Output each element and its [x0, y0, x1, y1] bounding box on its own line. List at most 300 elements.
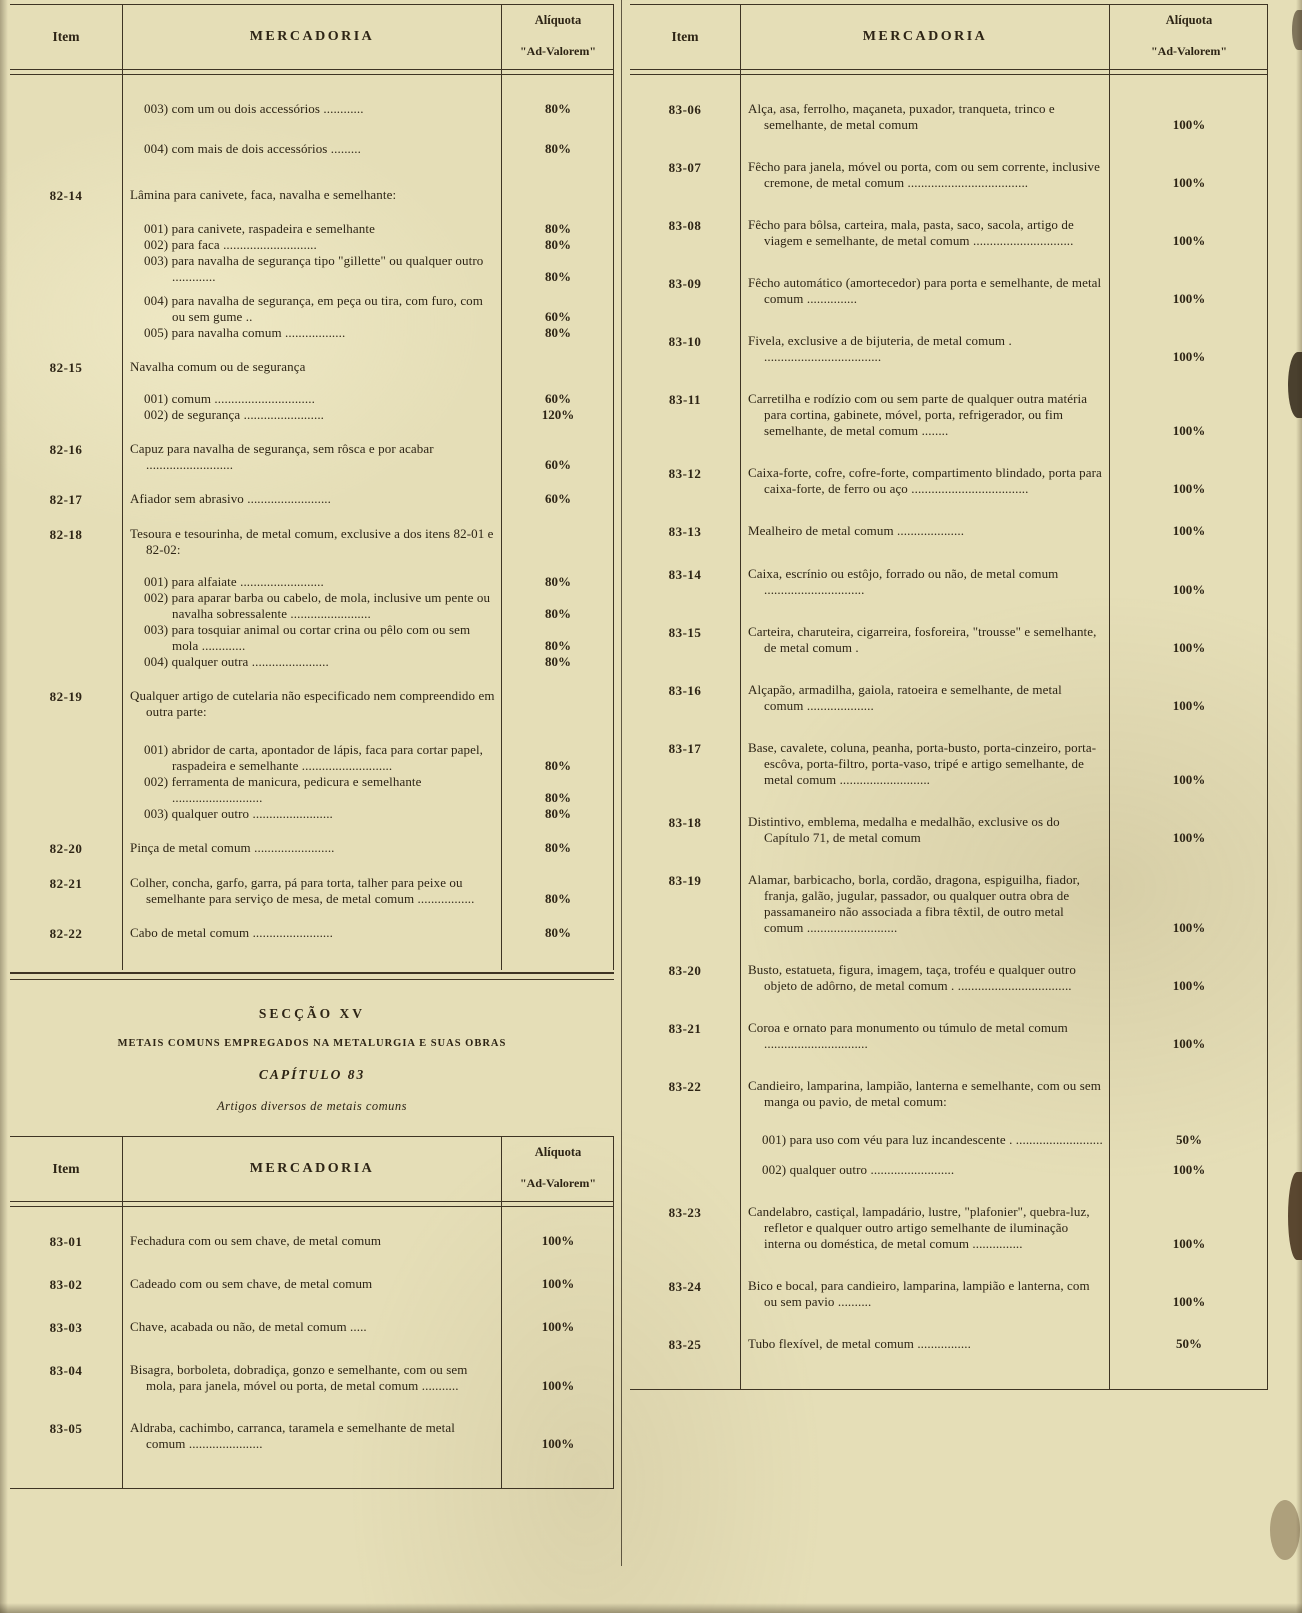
table-content [630, 5, 1268, 1389]
page-bottom-edge-shadow [0, 1603, 1302, 1613]
entry-body [740, 217, 1268, 249]
ad-valorem-rate: 100% [1172, 830, 1206, 845]
tariff-entry [630, 682, 1268, 714]
item-code: 83-13 [668, 524, 702, 539]
merchandise-description: Alamar, barbicacho, borla, cordão, dragona, espiguilha, fiador, franja, galão, jugular, passador, ou qualquer outra obra de passamaneiro não associada a fibra têxtil, de outro metal comum ........................... [748, 872, 1080, 935]
entry-line [740, 523, 1268, 539]
entry-body [122, 491, 614, 508]
merchandise-description: Base, cavalete, coluna, peanha, porta-busto, porta-cinzeiro, porta-escôva, porta-filtro, porta-vaso, tripé e artigo semelhante, de metal comum ........................... [748, 740, 1097, 787]
table-right-rule [613, 1137, 614, 1488]
merchandise-description: Carteira, charuteira, cigarreira, fosforeira, "trousse" e semelhante, de metal comum . [748, 624, 1097, 655]
table-right-rule [1267, 5, 1268, 1389]
entry-line [122, 654, 614, 670]
ad-valorem-rate: 100% [541, 1378, 575, 1393]
merchandise-description: 002) qualquer outro ......................... [762, 1162, 955, 1177]
ad-valorem-rate: 80% [545, 654, 571, 669]
table-content [10, 1137, 614, 1488]
item-code: 82-20 [49, 841, 83, 856]
item-code: 83-17 [668, 741, 702, 756]
entry-line [740, 101, 1268, 133]
merchandise-description: Alçapão, armadilha, gaiola, ratoeira e semelhante, de metal comum .................... [748, 682, 1062, 713]
merchandise-description: Afiador sem abrasivo ......................... [130, 491, 332, 506]
entry-line [122, 526, 614, 558]
tariff-entry [630, 391, 1268, 439]
merchandise-description: Tubo flexível, de metal comum ................ [748, 1336, 971, 1351]
entry-line [122, 491, 614, 507]
ad-valorem-rate: 100% [1172, 349, 1206, 364]
ad-valorem-rate: 50% [1176, 1132, 1202, 1147]
ad-valorem-label: "Ad-Valorem" [520, 44, 596, 58]
tariff-entry [630, 1078, 1268, 1178]
merchandise-description: Fêcho para bôlsa, carteira, mala, pasta, saco, sacola, artigo de viagem e semelhante, de metal comum .............................. [748, 217, 1074, 248]
item-code: 83-06 [668, 102, 702, 117]
entry-body [740, 682, 1268, 714]
ad-valorem-rate: 100% [1172, 920, 1206, 935]
item-code: 82-21 [49, 876, 83, 891]
item-code: 83-02 [49, 1277, 83, 1292]
entry-line [122, 925, 614, 941]
table-header [10, 5, 614, 69]
entry-body [122, 1420, 614, 1452]
ad-valorem-rate: 80% [545, 237, 571, 252]
ad-valorem-rate: 120% [541, 407, 575, 422]
entry-line [740, 682, 1268, 714]
table-body [630, 75, 1268, 1389]
entry-line [122, 221, 614, 237]
column-header-aliquota [502, 5, 614, 69]
merchandise-description: 001) para alfaiate ......................... [144, 574, 324, 589]
entry-line [122, 187, 614, 203]
rate-column-rule [501, 1137, 502, 1488]
aliquota-label: Alíquota [1165, 13, 1213, 27]
entry-body [740, 740, 1268, 788]
merchandise-description: Carretilha e rodízio com ou sem parte de qualquer outra matéria para cortina, gabinete, móvel, porta, refrigerador, ou fim semelhante, de metal comum ........ [748, 391, 1088, 438]
entry-line [740, 814, 1268, 846]
ad-valorem-rate: 80% [545, 141, 571, 156]
entry-body [122, 101, 614, 157]
column-header-mercadoria: MERCADORIA [249, 29, 375, 44]
entry-line [740, 624, 1268, 656]
entry-line [122, 293, 614, 325]
entry-line [122, 391, 614, 407]
ad-valorem-label: "Ad-Valorem" [1151, 44, 1227, 58]
tariff-entry [10, 1233, 614, 1250]
entry-line [122, 1233, 614, 1249]
entry-line [740, 391, 1268, 439]
item-code: 83-16 [668, 683, 702, 698]
entry-body [122, 1319, 614, 1336]
entry-body [122, 359, 614, 423]
merchandise-description: Candelabro, castiçal, lampadário, lustre, "plafonier", quebra-luz, refletor e qualquer outro artigo semelhante de iluminação interna ou doméstica, de metal comum ............... [748, 1204, 1090, 1251]
merchandise-description: Aldraba, cachimbo, carranca, taramela e semelhante de metal comum ...................... [130, 1420, 455, 1451]
merchandise-description: Pinça de metal comum ........................ [130, 840, 335, 855]
item-code: 82-16 [49, 442, 83, 457]
merchandise-description: Distintivo, emblema, medalha e medalhão, exclusive os do Capítulo 71, de metal comum [748, 814, 1060, 845]
item-code: 82-14 [49, 188, 83, 203]
tariff-entry [10, 1362, 614, 1394]
section-scope: METAIS COMUNS EMPREGADOS NA METALURGIA E SUAS OBRAS [117, 1038, 507, 1049]
item-code: 83-18 [668, 815, 702, 830]
section-separator-rule [10, 972, 614, 980]
tariff-entry [10, 1319, 614, 1336]
column-header-aliquota [1110, 5, 1268, 69]
entry-body [740, 1020, 1268, 1052]
entry-line [122, 1276, 614, 1292]
tariff-entry [630, 814, 1268, 846]
page-edge-stain [1288, 1172, 1302, 1260]
left-column [10, 4, 614, 1489]
entry-line [122, 237, 614, 253]
item-code: 83-11 [668, 392, 702, 407]
entry-body [740, 962, 1268, 994]
tariff-entry [10, 491, 614, 508]
item-code: 82-17 [49, 492, 83, 507]
ad-valorem-rate: 100% [541, 1319, 575, 1334]
entry-body [740, 159, 1268, 191]
entry-body [740, 1336, 1268, 1353]
entry-body [740, 566, 1268, 598]
tariff-entry [630, 566, 1268, 598]
ad-valorem-rate: 100% [1172, 423, 1206, 438]
merchandise-description: 004) com mais de dois accessórios ......... [144, 141, 361, 156]
entry-line [740, 1020, 1268, 1052]
entry-line [122, 325, 614, 341]
ad-valorem-rate: 80% [545, 101, 571, 116]
chapter-description: Artigos diversos de metais comuns [216, 1099, 408, 1113]
ad-valorem-rate: 80% [545, 325, 571, 340]
ad-valorem-rate: 100% [1172, 772, 1206, 787]
table-body [10, 75, 614, 970]
tariff-entry [10, 1276, 614, 1293]
entry-body [740, 1278, 1268, 1310]
entry-body [122, 187, 614, 341]
tariff-entry [630, 101, 1268, 133]
tariff-entry [10, 526, 614, 670]
tariff-table-chapter-82 [10, 4, 614, 970]
aliquota-label: Alíquota [534, 1145, 582, 1159]
merchandise-description: Fechadura com ou sem chave, de metal comum [130, 1233, 382, 1248]
item-code [10, 101, 122, 157]
ad-valorem-rate: 100% [1172, 1036, 1206, 1051]
tariff-entry [630, 275, 1268, 307]
entry-line [122, 875, 614, 907]
tariff-entry [630, 624, 1268, 656]
merchandise-description: Qualquer artigo de cutelaria não especificado nem compreendido em outra parte: [130, 688, 495, 719]
ad-valorem-rate: 100% [1172, 1236, 1206, 1251]
ad-valorem-rate: 100% [541, 1233, 575, 1248]
entry-line [122, 101, 614, 117]
item-column-rule [740, 5, 741, 1389]
item-code: 83-09 [668, 276, 702, 291]
item-code: 83-22 [668, 1079, 702, 1094]
merchandise-description: Caixa, escrínio ou estôjo, forrado ou não, de metal comum .............................. [748, 566, 1059, 597]
merchandise-description: Fêcho automático (amortecedor) para porta e semelhante, de metal comum ............... [748, 275, 1102, 306]
entry-body [122, 1362, 614, 1394]
item-code: 83-20 [668, 963, 702, 978]
merchandise-description: Fêcho para janela, móvel ou porta, com ou sem corrente, inclusive cremone, de metal comum .................................... [748, 159, 1100, 190]
tariff-entry [630, 333, 1268, 365]
merchandise-description: Capuz para navalha de segurança, sem rôsca e por acabar .......................... [130, 441, 434, 472]
entry-line [740, 159, 1268, 191]
ad-valorem-rate: 80% [545, 758, 571, 773]
item-code: 83-23 [668, 1205, 702, 1220]
merchandise-description: Tesoura e tesourinha, de metal comum, exclusive a dos itens 82-01 e 82-02: [130, 526, 494, 557]
merchandise-description: 002) para faca ............................ [144, 237, 317, 252]
merchandise-description: Bisagra, borboleta, dobradiça, gonzo e semelhante, com ou sem mola, para janela, móvel ou porta, de metal comum ........... [130, 1362, 468, 1393]
tariff-entry [10, 1420, 614, 1452]
tariff-entry [630, 1278, 1268, 1310]
ad-valorem-rate: 80% [545, 638, 571, 653]
merchandise-description: 002) ferramenta de manicura, pedicura e semelhante ........................... [144, 774, 422, 805]
column-header-item: Item [671, 29, 699, 44]
tariff-entry [630, 1204, 1268, 1252]
merchandise-description: Bico e bocal, para candieiro, lamparina, lampião e lanterna, com ou sem pavio .......... [748, 1278, 1090, 1309]
ad-valorem-rate: 100% [1172, 175, 1206, 190]
tariff-entry [630, 872, 1268, 936]
entry-line [740, 962, 1268, 994]
merchandise-description: 001) para uso com véu para luz incandescente . .......................... [762, 1132, 1103, 1147]
ad-valorem-rate: 80% [545, 790, 571, 805]
tariff-table-chapter-83-part2 [630, 4, 1268, 1390]
entry-line [122, 441, 614, 473]
ad-valorem-rate: 60% [545, 457, 571, 472]
tariff-entry [630, 159, 1268, 191]
table-body [10, 1207, 614, 1488]
item-code: 83-14 [668, 567, 702, 582]
ad-valorem-rate: 80% [545, 574, 571, 589]
tariff-entry [10, 840, 614, 857]
table-right-rule [613, 5, 614, 970]
merchandise-description: Busto, estatueta, figura, imagem, taça, troféu e qualquer outro objeto de adôrno, de metal comum . .................................. [748, 962, 1076, 993]
tariff-entry [10, 359, 614, 423]
entry-line [122, 622, 614, 654]
merchandise-description: 001) para canivete, raspadeira e semelhante [144, 221, 375, 236]
item-code: 83-05 [49, 1421, 83, 1436]
ad-valorem-rate: 60% [545, 491, 571, 506]
ad-valorem-rate: 80% [545, 925, 571, 940]
ad-valorem-rate: 80% [545, 840, 571, 855]
ad-valorem-rate: 80% [545, 221, 571, 236]
ad-valorem-rate: 100% [1172, 640, 1206, 655]
ad-valorem-rate: 60% [545, 309, 571, 324]
entry-body [122, 840, 614, 857]
merchandise-description: Coroa e ornato para monumento ou túmulo de metal comum ............................... [748, 1020, 1068, 1051]
entry-line [740, 465, 1268, 497]
entry-line [740, 1204, 1268, 1252]
ad-valorem-rate: 100% [1172, 523, 1206, 538]
merchandise-description: Colher, concha, garfo, garra, pá para torta, talher para peixe ou semelhante para serviço de mesa, de metal comum ................. [130, 875, 475, 906]
tariff-entry [10, 187, 614, 341]
right-column [630, 4, 1268, 1390]
ad-valorem-rate: 100% [1172, 233, 1206, 248]
item-code: 82-18 [49, 527, 83, 542]
item-code: 83-04 [49, 1363, 83, 1378]
entry-line [122, 407, 614, 423]
page-edge-stain [1270, 1500, 1300, 1560]
ad-valorem-rate: 100% [1172, 582, 1206, 597]
tariff-entry [10, 441, 614, 473]
entry-line [122, 141, 614, 157]
page-right-edge-shadow [1296, 0, 1302, 1613]
item-code: 83-19 [668, 873, 702, 888]
column-header-item: Item [52, 29, 80, 44]
ad-valorem-rate: 100% [1172, 1162, 1206, 1177]
ad-valorem-rate: 100% [1172, 481, 1206, 496]
tariff-entry [10, 688, 614, 822]
merchandise-description: 002) de segurança ........................ [144, 407, 325, 422]
entry-body [122, 1276, 614, 1293]
entry-line [740, 566, 1268, 598]
entry-line [740, 740, 1268, 788]
item-code: 83-03 [49, 1320, 83, 1335]
entry-line [122, 590, 614, 622]
page-edge-stain [1292, 10, 1302, 50]
tariff-entry [630, 740, 1268, 788]
column-header-aliquota [502, 1137, 614, 1201]
entry-line [122, 1420, 614, 1452]
entry-body [740, 814, 1268, 846]
entry-body [122, 925, 614, 942]
entry-line [740, 217, 1268, 249]
entry-line [122, 1319, 614, 1335]
entry-body [122, 1233, 614, 1250]
entry-body [740, 523, 1268, 540]
table-header [10, 1137, 614, 1201]
entry-body [740, 1078, 1268, 1178]
item-code: 83-10 [668, 334, 702, 349]
item-code: 83-08 [668, 218, 702, 233]
rate-column-rule [1109, 5, 1110, 1389]
tariff-entry [10, 101, 614, 157]
merchandise-description: Navalha comum ou de segurança [130, 359, 306, 374]
entry-line [122, 574, 614, 590]
column-header-mercadoria: MERCADORIA [249, 1161, 375, 1176]
ad-valorem-rate: 100% [1172, 978, 1206, 993]
section-name: SECÇÃO XV [258, 1006, 366, 1021]
merchandise-description: 005) para navalha comum .................. [144, 325, 346, 340]
merchandise-description: 001) abridor de carta, apontador de lápis, faca para cortar papel, raspadeira e semelhante ........................... [144, 742, 484, 773]
tariff-entry [630, 1020, 1268, 1052]
item-code: 83-07 [668, 160, 702, 175]
ad-valorem-rate: 100% [541, 1276, 575, 1291]
table-content [10, 5, 614, 970]
merchandise-description: Chave, acabada ou não, de metal comum ..... [130, 1319, 367, 1334]
section-heading-block [10, 980, 614, 1136]
column-header-item: Item [52, 1161, 80, 1176]
entry-body [122, 441, 614, 473]
ad-valorem-rate: 80% [545, 269, 571, 284]
merchandise-description: 003) para navalha de segurança tipo "gillette" ou qualquer outro ............. [144, 253, 484, 284]
entry-line [122, 253, 614, 285]
merchandise-description: Mealheiro de metal comum .................... [748, 523, 965, 538]
tariff-entry [630, 1336, 1268, 1353]
page-left-edge-shadow [0, 0, 8, 1613]
item-column-rule [122, 1137, 123, 1488]
merchandise-description: Lâmina para canivete, faca, navalha e semelhante: [130, 187, 397, 202]
entry-body [122, 875, 614, 907]
ad-valorem-rate: 100% [1172, 1294, 1206, 1309]
entry-line [122, 742, 614, 774]
entry-line [740, 1278, 1268, 1310]
entry-line [122, 688, 614, 720]
merchandise-description: 003) com um ou dois accessórios ............ [144, 101, 364, 116]
merchandise-description: 001) comum .............................. [144, 391, 315, 406]
rate-column-rule [501, 5, 502, 970]
item-code: 83-24 [668, 1279, 702, 1294]
tariff-entry [630, 465, 1268, 497]
ad-valorem-rate: 100% [1172, 698, 1206, 713]
entry-line [122, 774, 614, 806]
ad-valorem-rate: 100% [541, 1436, 575, 1451]
tariff-entry [630, 217, 1268, 249]
ad-valorem-rate: 100% [1172, 291, 1206, 306]
item-code: 83-15 [668, 625, 702, 640]
entry-body [740, 624, 1268, 656]
item-code: 83-12 [668, 466, 702, 481]
merchandise-description: Alça, asa, ferrolho, maçaneta, puxador, tranqueta, trinco e semelhante, de metal comum [748, 101, 1055, 132]
page-edge-stain [1288, 352, 1302, 418]
entry-body [740, 465, 1268, 497]
merchandise-description: Cabo de metal comum ........................ [130, 925, 333, 940]
ad-valorem-rate: 50% [1176, 1336, 1202, 1351]
tariff-table-chapter-83-part1 [10, 1136, 614, 1489]
item-code: 82-15 [49, 360, 83, 375]
item-code: 83-21 [668, 1021, 702, 1036]
tariff-entry [630, 962, 1268, 994]
tariff-entry [10, 875, 614, 907]
entry-line [740, 1132, 1268, 1148]
ad-valorem-rate: 80% [545, 606, 571, 621]
column-divider-rule [621, 0, 622, 1566]
entry-line [740, 1336, 1268, 1352]
ad-valorem-rate: 80% [545, 806, 571, 821]
item-code: 82-19 [49, 689, 83, 704]
entry-body [740, 872, 1268, 936]
entry-line [122, 806, 614, 822]
entry-line [122, 1362, 614, 1394]
entry-body [740, 391, 1268, 439]
item-code: 82-22 [49, 926, 83, 941]
ad-valorem-rate: 100% [1172, 117, 1206, 132]
chapter-title: CAPÍTULO 83 [258, 1067, 366, 1082]
entry-body [740, 275, 1268, 307]
entry-line [740, 872, 1268, 936]
ad-valorem-label: "Ad-Valorem" [520, 1176, 596, 1190]
merchandise-description: Cadeado com ou sem chave, de metal comum [130, 1276, 373, 1291]
tariff-entry [10, 925, 614, 942]
ad-valorem-rate: 60% [545, 391, 571, 406]
merchandise-description: 003) para tosquiar animal ou cortar crina ou pêlo com ou sem mola ............. [144, 622, 471, 653]
merchandise-description: Fivela, exclusive a de bijuteria, de metal comum . ................................... [748, 333, 1012, 364]
column-header-mercadoria: MERCADORIA [862, 29, 988, 44]
entry-body [122, 526, 614, 670]
entry-line [122, 840, 614, 856]
entry-line [740, 1078, 1268, 1110]
merchandise-description: 002) para aparar barba ou cabelo, de mola, inclusive um pente ou navalha sobressalente ........................ [144, 590, 491, 621]
item-code: 83-01 [49, 1234, 83, 1249]
entry-line [740, 333, 1268, 365]
item-code: 83-25 [668, 1337, 702, 1352]
merchandise-description: Candieiro, lamparina, lampião, lanterna e semelhante, com ou sem manga ou pavio, de metal comum: [748, 1078, 1101, 1109]
entry-body [122, 688, 614, 822]
ad-valorem-rate: 80% [545, 891, 571, 906]
entry-line [740, 1162, 1268, 1178]
table-header [630, 5, 1268, 69]
entry-body [740, 1204, 1268, 1252]
entry-body [740, 333, 1268, 365]
aliquota-label: Alíquota [534, 13, 582, 27]
item-column-rule [122, 5, 123, 970]
